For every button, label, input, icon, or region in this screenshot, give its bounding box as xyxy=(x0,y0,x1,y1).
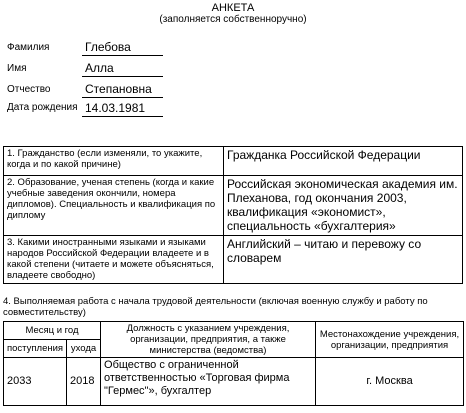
location-cell: г. Москва xyxy=(316,358,464,406)
question-education: 2. Образование, ученая степень (когда и какие учебные заведения окончили, номера дипломов). Специальность и квалификация по диплому xyxy=(4,176,224,236)
answer-citizenship: Гражданка Российской Федерации xyxy=(224,147,463,176)
answer-languages: Английский – читаю и перевожу со словарем xyxy=(224,236,463,284)
first-name-label: Имя xyxy=(7,63,27,74)
month-year-header: Месяц и год xyxy=(4,322,101,340)
patronymic-value: Степановна xyxy=(82,82,163,98)
question-languages: 3. Какими иностранными языками и языками народов Российской Федерации владеете и в какой степени (читаете и можете объясняться, владеете свободно) xyxy=(4,236,224,284)
form-title: АНКЕТА xyxy=(211,2,255,14)
work-history-table xyxy=(3,321,464,406)
section-4-title: 4. Выполняемая работа с начала трудовой деятельности (включая военную службу и работу по совместительству) xyxy=(3,296,428,318)
questionnaire-table xyxy=(3,146,463,284)
end-cell: 2018 xyxy=(67,358,101,406)
birth-date-value: 14.03.1981 xyxy=(82,101,163,117)
question-row xyxy=(4,176,463,236)
surname-value: Глебова xyxy=(82,40,163,56)
patronymic-label: Отчество xyxy=(7,84,51,95)
table-header-row xyxy=(4,322,464,340)
answer-education: Российская экономическая академия им. Плеханова, год окончания 2003, квалификация «экономист», специальность «бухгалтерия» xyxy=(224,176,463,236)
surname-label: Фамилия xyxy=(7,42,50,53)
first-name-value: Алла xyxy=(82,61,163,77)
question-row xyxy=(4,147,463,176)
table-row xyxy=(4,358,464,406)
start-cell: 2033 xyxy=(4,358,67,406)
question-citizenship: 1. Гражданство (если изменяли, то укажите, когда и по какой причине) xyxy=(4,147,224,176)
birth-date-label: Дата рождения xyxy=(7,102,78,113)
start-header: поступления xyxy=(4,340,67,358)
location-header: Местонахождение учреждения, организации, предприятия xyxy=(316,322,464,358)
end-header: ухода xyxy=(67,340,101,358)
form-subtitle: (заполняется собственноручно) xyxy=(159,14,307,25)
position-header: Должность с указанием учреждения, организации, предприятия, а также министерства (ведомства) xyxy=(101,322,316,358)
position-cell: Общество с ограниченной ответственностью «Торговая фирма "Гермес"», бухгалтер xyxy=(101,358,316,406)
question-row xyxy=(4,236,463,284)
